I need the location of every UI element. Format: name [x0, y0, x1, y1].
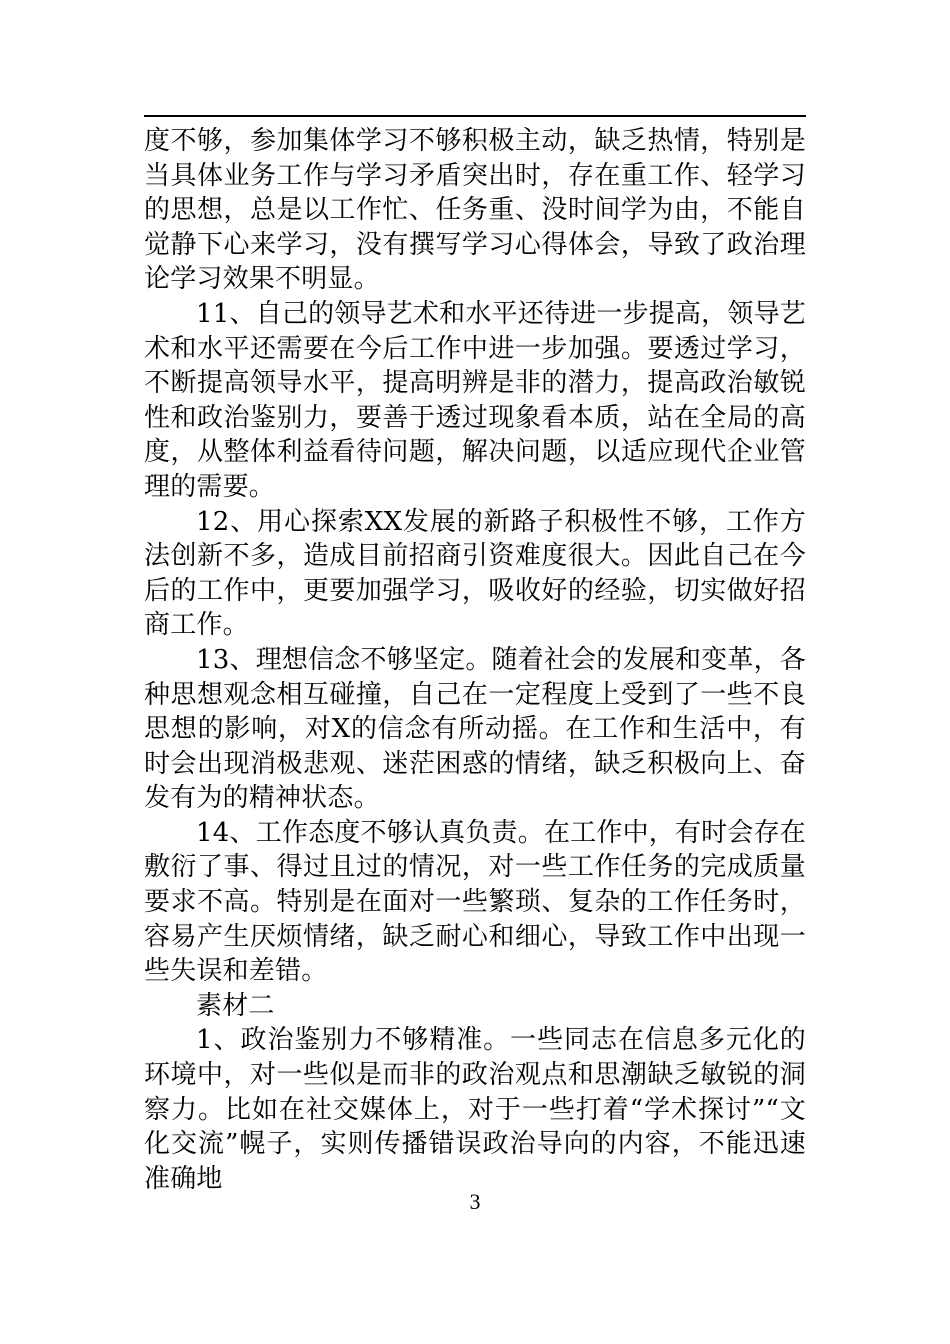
paragraph-item-13: 13、理想信念不够坚定。随着社会的发展和变革，各种思想观念相互碰撞，自己在一定程度上受到了一些不良思想的影响，对X的信念有所动摇。在工作和生活中，有时会出现消极悲观、迷茫困惑的情绪，缺乏积极向上、奋发有为的精神状态。 — [144, 644, 806, 814]
body-text — [144, 124, 806, 1196]
paragraph-item-11: 11、自己的领导艺术和水平还待进一步提高，领导艺术和水平还需要在今后工作中进一步加强。要透过学习，不断提高领导水平，提高明辨是非的潜力，提高政治敏锐性和政治鉴别力，要善于透过现象看本质，站在全局的高度，从整体利益看待问题，解决问题，以适应现代企业管理的需要。 — [144, 298, 806, 502]
paragraph-continued: 度不够，参加集体学习不够积极主动，缺乏热情，特别是当具体业务工作与学习矛盾突出时，存在重工作、轻学习的思想，总是以工作忙、任务重、没时间学为由，不能自觉静下心来学习，没有撰写学习心得体会，导致了政治理论学习效果不明显。 — [144, 126, 806, 295]
page-number: 3 — [469, 1189, 481, 1214]
paragraph-item-14: 14、工作态度不够认真负责。在工作中，有时会存在敷衍了事、得过且过的情况，对一些工作任务的完成质量要求不高。特别是在面对一些繁琐、复杂的工作任务时，容易产生厌烦情绪，缺乏耐心和细心，导致工作中出现一些失误和差错。 — [144, 817, 806, 987]
section-heading: 素材二 — [196, 990, 275, 1021]
paragraph-item-12: 12、用心探索XX发展的新路子积极性不够，工作方法创新不多，造成目前招商引资难度很大。因此自己在今后的工作中，更要加强学习，吸收好的经验，切实做好招商工作。 — [144, 506, 806, 641]
paragraph-item-1: 1、政治鉴别力不够精准。一些同志在信息多元化的环境中，对一些似是而非的政治观点和思潮缺乏敏锐的洞察力。比如在社交媒体上，对于一些打着“学术探讨”“文化交流”幌子，实则传播错误政治导向的内容，不能迅速准确地 — [144, 1025, 806, 1194]
header-rule — [144, 115, 806, 117]
